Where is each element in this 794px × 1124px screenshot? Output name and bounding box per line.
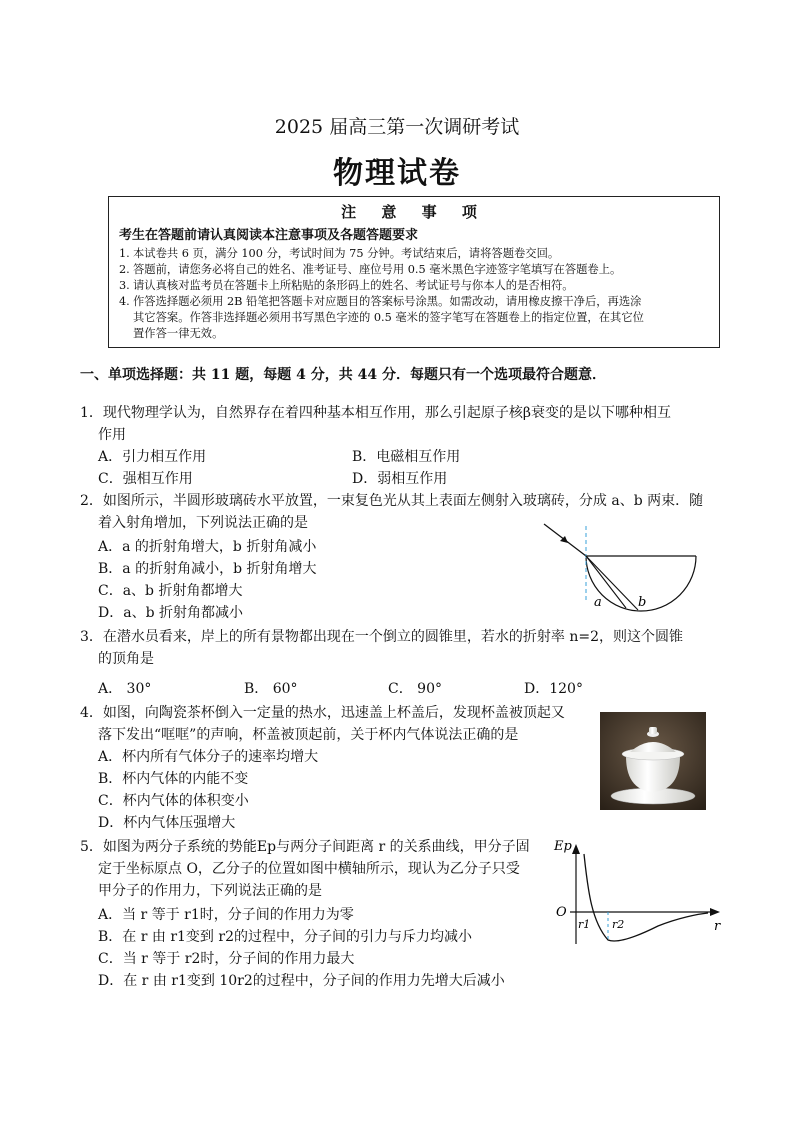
notice-item: 2. 答题前，请您务必将自己的姓名、准考证号、座位号用 0.5 毫米黑色字迹签字笔填写在答题卷上。: [119, 263, 622, 276]
paper-title: 物理试卷: [333, 156, 461, 191]
q3-option-c: C． 90°: [388, 681, 442, 697]
q2-option-d: D．a、b 折射角都减小: [98, 605, 243, 621]
q2-option-b: B．a 的折射角减小，b 折射角增大: [98, 561, 317, 577]
q4-teacup-photo: [600, 712, 706, 810]
q3-option-b: B． 60°: [244, 681, 298, 697]
q5-option-c: C．当 r 等于 r2时，分子间的作用力最大: [98, 951, 355, 967]
q3-stem-line1: 3．在潜水员看来，岸上的所有景物都出现在一个倒立的圆锥里，若水的折射率 n=2，则这个圆锥: [80, 629, 684, 645]
q4-option-d: D．杯内气体压强增大: [98, 815, 236, 831]
q5-potential-energy-graph: [548, 832, 728, 950]
q1-option-d: D．弱相互作用: [352, 471, 448, 487]
q2-stem-line2: 着入射角增加，下列说法正确的是: [98, 515, 308, 531]
q4-option-b: B．杯内气体的内能不变: [98, 771, 249, 787]
section-title: 一、单项选择题：共 11 题，每题 4 分，共 44 分．每题只有一个选项最符合题意．: [80, 367, 606, 383]
q3-option-a: A． 30°: [98, 681, 152, 697]
q3-option-d: D．120°: [524, 681, 583, 697]
q2-option-c: C．a、b 折射角都增大: [98, 583, 243, 599]
q5-graph-ylabel: Ep: [554, 839, 572, 854]
q2-option-a: A．a 的折射角增大，b 折射角减小: [98, 539, 317, 555]
q1-option-b: B．电磁相互作用: [352, 449, 461, 465]
q5-graph-r1: r1: [578, 918, 591, 931]
q5-graph-xlabel: r: [714, 919, 721, 934]
notice-item: 1. 本试卷共 6 页，满分 100 分，考试时间为 75 分钟。考试结束后，请将答题卷交回。: [119, 247, 560, 260]
q5-graph-origin: O: [556, 905, 567, 920]
notice-item: 置作答一律无效。: [133, 327, 224, 340]
q4-option-a: A．杯内所有气体分子的速率均增大: [98, 749, 319, 765]
q2-label-a: a: [594, 595, 602, 610]
q5-stem-line2: 定于坐标原点 O，乙分子的位置如图中横轴所示，现认为乙分子只受: [98, 861, 520, 877]
exam-title: 2025 届高三第一次调研考试: [274, 116, 520, 138]
q5-option-d: D．在 r 由 r1变到 10r2的过程中，分子间的作用力先增大后减小: [98, 973, 505, 989]
q5-stem-line3: 甲分子的作用力，下列说法正确的是: [98, 883, 322, 899]
q4-stem-line1: 4．如图，向陶瓷茶杯倒入一定量的热水，迅速盖上杯盖后，发现杯盖被顶起又: [80, 705, 565, 721]
notice-box: [108, 196, 720, 348]
q1-option-a: A．引力相互作用: [98, 449, 207, 465]
q2-stem-line1: 2．如图所示，半圆形玻璃砖水平放置，一束复色光从其上表面左侧射入玻璃砖，分成 a、b 两束．随: [80, 493, 704, 509]
q5-graph-r2: r2: [612, 918, 625, 931]
q2-semicircle-glass-figure: [540, 520, 710, 615]
q2-label-b: b: [638, 595, 647, 610]
q3-stem-line2: 的顶角是: [98, 651, 154, 667]
q5-option-b: B．在 r 由 r1变到 r2的过程中，分子间的引力与斥力均减小: [98, 929, 472, 945]
notice-title: 注 意 事 项: [341, 203, 487, 221]
q5-option-a: A．当 r 等于 r1时，分子间的作用力为零: [98, 907, 354, 923]
notice-subtitle: 考生在答题前请认真阅读本注意事项及各题答题要求: [119, 228, 419, 243]
q5-stem-line1: 5．如图为两分子系统的势能Ep与两分子间距离 r 的关系曲线，甲分子固: [80, 839, 530, 855]
q4-stem-line2: 落下发出“哐哐”的声响，杯盖被顶起前，关于杯内气体说法正确的是: [98, 727, 519, 743]
q1-option-c: C．强相互作用: [98, 471, 193, 487]
q1-stem-line1: 1．现代物理学认为，自然界存在着四种基本相互作用，那么引起原子核β衰变的是以下哪种相互: [80, 405, 671, 421]
q1-stem-line2: 作用: [98, 427, 126, 443]
q4-option-c: C．杯内气体的体积变小: [98, 793, 249, 809]
notice-item: 4. 作答选择题必须用 2B 铅笔把答题卡对应题目的答案标号涂黑。如需改动，请用橡皮擦干净后，再选涂: [119, 295, 642, 308]
notice-item: 3. 请认真核对监考员在答题卡上所粘贴的条形码上的姓名、考试证号与你本人的是否相符。: [119, 279, 574, 292]
notice-item: 其它答案。作答非选择题必须用书写黑色字迹的 0.5 毫米的签字笔写在答题卷上的指定位置，在其它位: [133, 311, 644, 324]
